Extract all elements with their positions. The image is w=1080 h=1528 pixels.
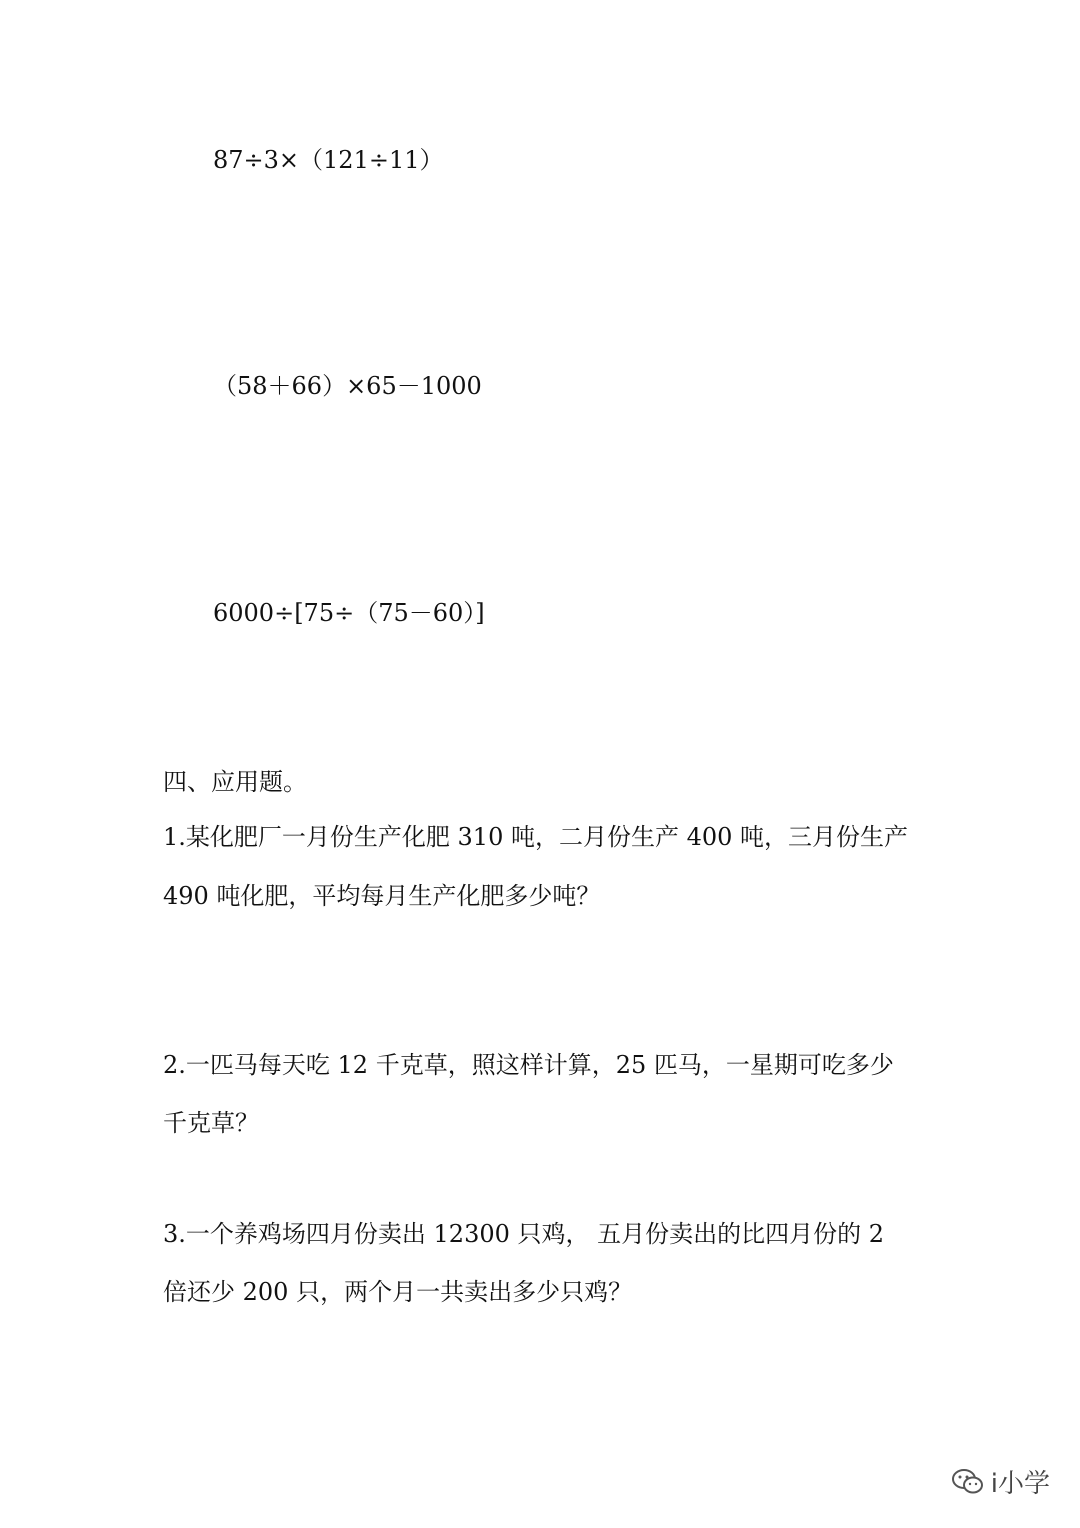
watermark-text: i小学 bbox=[990, 1469, 1050, 1499]
problem-1-line-1: 1.某化肥厂一月份生产化肥 310 吨，二月份生产 400 吨，三月份生产 bbox=[163, 823, 909, 851]
problem-1-line-2: 490 吨化肥，平均每月生产化肥多少吨？ bbox=[163, 882, 601, 910]
expression-1: 87÷3×（121÷11） bbox=[213, 146, 444, 174]
watermark bbox=[951, 1463, 1050, 1500]
problem-2-line-2: 千克草？ bbox=[163, 1109, 259, 1137]
expression-3: 6000÷[75÷（75－60）] bbox=[213, 599, 485, 627]
section-heading: 四、应用题。 bbox=[163, 768, 307, 796]
problem-3-line-1: 3.一个养鸡场四月份卖出 12300 只鸡， 五月份卖出的比四月份的 2 bbox=[163, 1220, 885, 1248]
problem-2-line-1: 2.一匹马每天吃 12 千克草，照这样计算，25 匹马，一星期可吃多少 bbox=[163, 1051, 894, 1079]
problem-3-line-2: 倍还少 200 只，两个月一共卖出多少只鸡？ bbox=[163, 1278, 633, 1306]
expression-2: （58＋66）×65－1000 bbox=[213, 372, 482, 400]
wechat-icon bbox=[951, 1467, 985, 1497]
